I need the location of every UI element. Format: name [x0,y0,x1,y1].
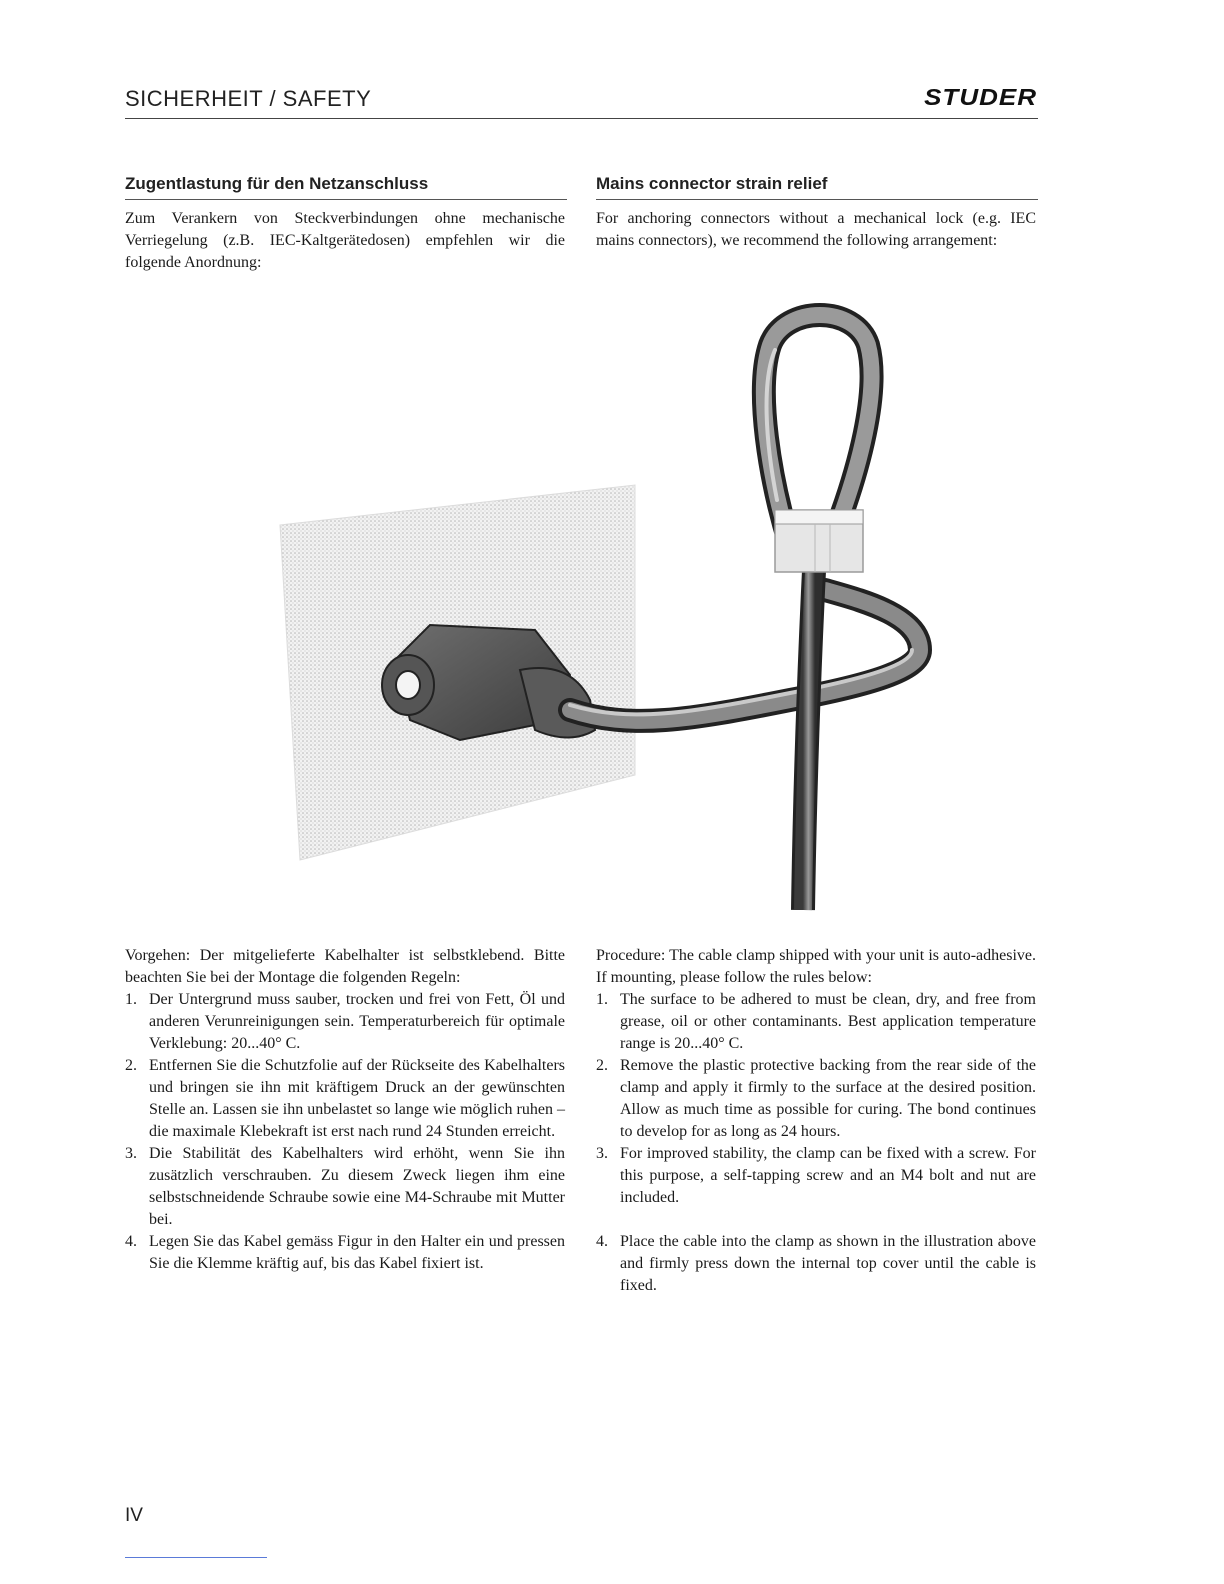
heading-de-rule [125,199,567,200]
list-item: 3. For improved stability, the clamp can be fixed with a screw. For this purpose, a self-tapping screw and an M4 bolt and nut are included. [596,1145,1036,1206]
cable-clamp [775,510,863,572]
procedure-column-de [125,945,565,1275]
list-item: 4. Legen Sie das Kabel gemäss Figur in den Halter ein und pressen Sie die Klemme kräftig auf, bis das Kabel fixiert ist. [125,1233,565,1272]
procedure-column-en [596,945,1036,1297]
steps-list-en [596,989,1036,1297]
page-number: IV [125,1505,143,1526]
heading-en-rule [596,199,1038,200]
list-item: 1. The surface to be adhered to must be clean, dry, and free from grease, oil or other contaminants. Best application temperature range is 20...40° C. [596,991,1036,1052]
list-item: 1. Der Untergrund muss sauber, trocken und frei von Fett, Öl und anderen Verunreinigungen sein. Temperaturbereich für optimale Verklebung: 20...40° C. [125,991,565,1052]
steps-list-de [125,989,565,1275]
list-item: 2. Remove the plastic protective backing from the rear side of the clamp and apply it firmly to the surface at the desired position. Allow as much time as possible for curing. The bond continues to develop for as long as 24 hours. [596,1057,1036,1140]
intro-de: Zum Verankern von Steckverbindungen ohne mechanische Verriegelung (z.B. IEC-Kaltgerätedosen) empfehlen wir die folgende Anordnung: [125,210,565,271]
procedure-intro-en: Procedure: The cable clamp shipped with your unit is auto-adhesive. If mounting, please follow the rules below: [596,947,1036,986]
heading-en: Mains connector strain relief [596,174,828,193]
list-item: 2. Entfernen Sie die Schutzfolie auf der Rückseite des Kabelhalters und bringen sie ihn mit kräftigem Druck an der gewünschten Stelle an. Lassen sie ihn unbelastet so lange wie möglich ruhen – die maximale Klebekraft ist erst nach rund 24 Stunden erreicht. [125,1057,565,1140]
list-item: 4. Place the cable into the clamp as shown in the illustration above and firmly press down the internal top cover until the cable is fixed. [596,1233,1036,1294]
page-header-title: SICHERHEIT / SAFETY [125,86,372,111]
studer-logo: STUDER [924,83,1037,111]
heading-de: Zugentlastung für den Netzanschluss [125,174,429,193]
list-item: 3. Die Stabilität des Kabelhalters wird erhöht, wenn Sie ihn zusätzlich verschrauben. Zu diesem Zweck liegen ihm eine selbstschneidende Schraube sowie eine M4-Schraube mit Mutter bei. [125,1145,565,1228]
intro-en: For anchoring connectors without a mechanical lock (e.g. IEC mains connectors), we recommend the following arrangement: [596,210,1036,249]
procedure-intro-de: Vorgehen: Der mitgelieferte Kabelhalter ist selbstklebend. Bitte beachten Sie bei der Montage die folgenden Regeln: [125,947,565,986]
cable-strain-relief-illustration [270,300,990,915]
header-divider [125,118,1038,119]
footer-divider [125,1557,267,1558]
strain-relief-drawing [270,300,990,915]
